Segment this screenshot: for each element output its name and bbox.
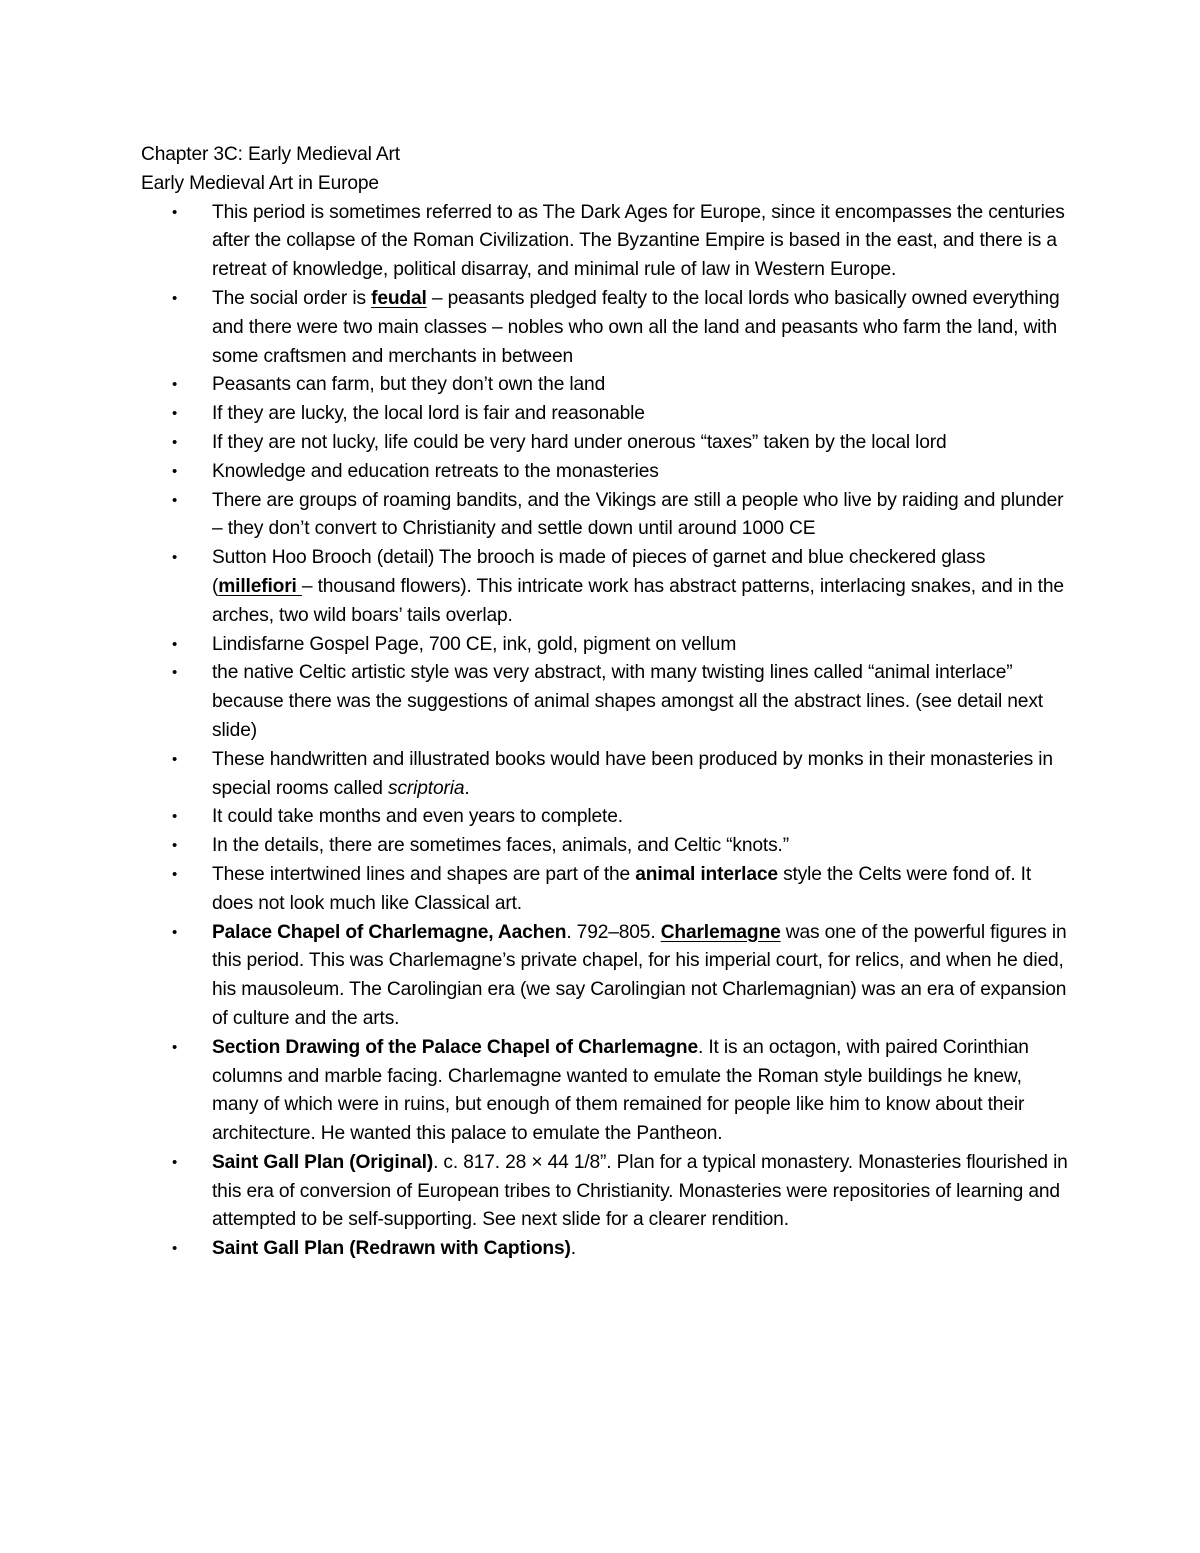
list-item: • If they are not lucky, life could be very hard under onerous “taxes” taken by the local lord: [141, 429, 1071, 458]
list-item: • Saint Gall Plan (Original). c. 817. 28 × 44 1/8”. Plan for a typical monastery. Monasteries flourished in this era of conversion of European tribes to Christianity. Monasteries were repositories of learning and attempted to be self-supporting. See next slide for a clearer rendition.: [141, 1149, 1071, 1235]
key-term: Charlemagne: [660, 921, 781, 943]
list-item: • It could take months and even years to complete.: [141, 803, 1071, 832]
italic-term: scriptoria: [388, 777, 465, 799]
artwork-title: Palace Chapel of Charlemagne, Aachen: [212, 921, 567, 943]
section-title: Early Medieval Art in Europe: [141, 172, 379, 194]
list-item: • Section Drawing of the Palace Chapel of Charlemagne. It is an octagon, with paired Corinthian columns and marble facing. Charlemagne wanted to emulate the Roman style buildings he knew, many of which were in ruins, but enough of them remained for people like him to know about their architecture. He wanted this palace to emulate the Pantheon.: [141, 1034, 1071, 1149]
list-item: • If they are lucky, the local lord is fair and reasonable: [141, 400, 1071, 429]
key-term: feudal: [371, 287, 427, 309]
bold-term: animal interlace: [635, 863, 778, 885]
list-item: • Palace Chapel of Charlemagne, Aachen. 792–805. Charlemagne was one of the powerful figures in this period. This was Charlemagne’s private chapel, for his imperial court, for relics, and when he died, his mausoleum. The Carolingian era (we say Carolingian not Charlemagnian) was an era of expansion of culture and the arts.: [141, 919, 1071, 1034]
list-item: • There are groups of roaming bandits, and the Vikings are still a people who live by raiding and plunder – they don’t convert to Christianity and settle down until around 1000 CE: [141, 487, 1071, 545]
chapter-title: Chapter 3C: Early Medieval Art: [141, 144, 400, 165]
artwork-title: Saint Gall Plan (Redrawn with Captions): [212, 1238, 571, 1260]
artwork-title: Section Drawing of the Palace Chapel of Charlemagne: [212, 1036, 699, 1058]
list-item: • These intertwined lines and shapes are part of the animal interlace style the Celts were fond of. It does not look much like Classical art.: [141, 861, 1071, 919]
list-item: • Saint Gall Plan (Redrawn with Captions).: [141, 1235, 1071, 1264]
list-item: • These handwritten and illustrated books would have been produced by monks in their monasteries in special rooms called scriptoria.: [141, 746, 1071, 804]
list-item: • Sutton Hoo Brooch (detail) The brooch is made of pieces of garnet and blue checkered glass (millefiori – thousand flowers). This intricate work has abstract patterns, interlacing snakes, and in the arches, two wild boars’ tails overlap.: [141, 544, 1071, 630]
key-term: millefiori: [218, 575, 302, 597]
bullet-list: [141, 199, 1071, 1264]
list-item: • Lindisfarne Gospel Page, 700 CE, ink, gold, pigment on vellum: [141, 631, 1071, 660]
list-item: • The social order is feudal – peasants pledged fealty to the local lords who basically owned everything and there were two main classes – nobles who own all the land and peasants who farm the land, with some craftsmen and merchants in between: [141, 285, 1071, 371]
document-page: [141, 141, 1071, 1264]
artwork-title: Saint Gall Plan (Original): [212, 1151, 434, 1173]
list-item: • Peasants can farm, but they don’t own the land: [141, 371, 1071, 400]
list-item: • Knowledge and education retreats to the monasteries: [141, 458, 1071, 487]
list-item: • This period is sometimes referred to as The Dark Ages for Europe, since it encompasses the centuries after the collapse of the Roman Civilization. The Byzantine Empire is based in the east, and there is a retreat of knowledge, political disarray, and minimal rule of law in Western Europe.: [141, 199, 1071, 285]
list-item: • In the details, there are sometimes faces, animals, and Celtic “knots.”: [141, 832, 1071, 861]
list-item: • the native Celtic artistic style was very abstract, with many twisting lines called “animal interlace” because there was the suggestions of animal shapes amongst all the abstract lines. (see detail next slide): [141, 659, 1071, 745]
